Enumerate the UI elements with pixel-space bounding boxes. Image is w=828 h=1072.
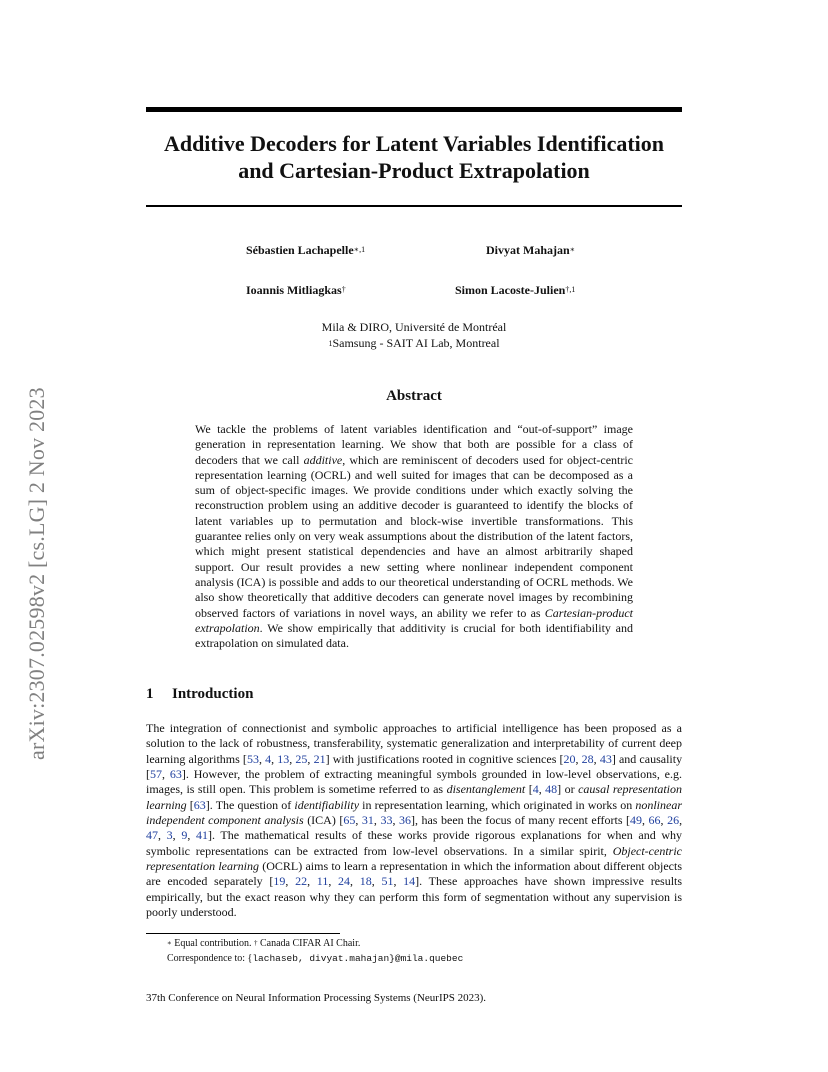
author-marks: ∗,1 bbox=[353, 245, 366, 254]
citation-link[interactable]: 53 bbox=[246, 751, 259, 766]
intro-emphasis: Object-centric representation learning bbox=[146, 843, 682, 874]
citation-link[interactable]: 28 bbox=[581, 751, 594, 766]
intro-text: ]. However, the problem of extracting meaningful symbols grounded in low-level observations, e.g. images, is still open. This problem is sometime referred to as bbox=[146, 767, 683, 797]
citation-link[interactable]: 22 bbox=[295, 874, 308, 889]
paper-title bbox=[146, 130, 682, 184]
abstract-segment: We tackle the problems of latent variables identification and “out-of-support” image generation in representation learning. We show that both are possible for a class of decoders that we call bbox=[195, 422, 633, 467]
footnote-text: Canada CIFAR AI Chair. bbox=[257, 938, 361, 949]
citation-link[interactable]: 43 bbox=[599, 751, 612, 766]
footnote-mark: ∗ bbox=[167, 939, 172, 947]
footnote-contribution bbox=[167, 938, 360, 949]
intro-text: ]. The question of bbox=[205, 797, 295, 812]
author-marks: ∗ bbox=[569, 245, 576, 254]
citation-link[interactable]: 41 bbox=[195, 828, 208, 843]
citation-link[interactable]: 13 bbox=[277, 751, 290, 766]
citation-link[interactable]: 47 bbox=[146, 828, 158, 843]
intro-text: (ICA) [ bbox=[303, 813, 344, 828]
citation-link[interactable]: 19 bbox=[273, 874, 286, 889]
intro-emphasis: identifiability bbox=[294, 797, 360, 812]
footnote-text: Equal contribution. bbox=[171, 938, 254, 949]
venue-footer: 37th Conference on Neural Information Processing Systems (NeurIPS 2023). bbox=[146, 992, 487, 1004]
correspondence-emails: lachaseb, divyat.mahajan bbox=[252, 953, 390, 964]
intro-text: ] with justifications rooted in cognitive sciences [ bbox=[325, 751, 564, 766]
author-1 bbox=[246, 243, 365, 258]
citation-link[interactable]: 51 bbox=[381, 874, 394, 889]
intro-text: [ bbox=[525, 782, 533, 797]
title-top-rule bbox=[146, 107, 682, 112]
footnote-correspondence bbox=[167, 953, 463, 964]
intro-emphasis: nonlinear independent component analysis bbox=[146, 797, 682, 828]
citation-link[interactable]: 3 bbox=[166, 828, 173, 843]
citation-group: 20, 28, 43 bbox=[563, 751, 612, 766]
title-line-2: and Cartesian-Product Extrapolation bbox=[238, 158, 590, 183]
citation-group: 53, 4, 13, 25, 21 bbox=[246, 751, 326, 766]
abstract-emphasis: additive bbox=[303, 452, 343, 467]
author-name: Simon Lacoste-Julien bbox=[455, 283, 566, 297]
citation-link[interactable]: 49 bbox=[630, 813, 642, 828]
author-3 bbox=[246, 283, 346, 298]
abstract-text bbox=[195, 422, 633, 651]
abstract-heading: Abstract bbox=[386, 388, 442, 404]
citation-link[interactable]: 9 bbox=[181, 828, 188, 843]
citation-link[interactable]: 4 bbox=[265, 751, 272, 766]
arxiv-identifier: arXiv:2307.02598v2 [cs.LG] 2 Nov 2023 bbox=[24, 387, 49, 760]
citation-link[interactable]: 33 bbox=[380, 813, 393, 828]
intro-text: ], has been the focus of many recent efforts [ bbox=[410, 813, 630, 828]
citation-group: 19, 22, 11, 24, 18, 51, 14 bbox=[273, 874, 416, 889]
section-title: Introduction bbox=[172, 686, 254, 702]
intro-text: in representation learning, which originated in works on bbox=[359, 797, 636, 812]
section-number: 1 bbox=[146, 686, 154, 702]
author-4 bbox=[455, 283, 575, 298]
abstract-emphasis: Cartesian-product extrapolation bbox=[195, 605, 633, 635]
author-name: Divyat Mahajan bbox=[486, 243, 570, 257]
citation-link[interactable]: 63 bbox=[193, 797, 206, 812]
intro-text: ]. These approaches have shown impressive results empirically, but the exact reason why they can perform this form of segmentation without any supervision is poorly understood. bbox=[146, 874, 683, 920]
title-line-1: Additive Decoders for Latent Variables Identification bbox=[163, 131, 665, 156]
footnote-rule bbox=[146, 933, 340, 934]
citation-link[interactable]: 14 bbox=[403, 874, 416, 889]
citation-link[interactable]: 26 bbox=[667, 813, 680, 828]
author-marks: †,1 bbox=[565, 285, 576, 294]
title-bottom-rule bbox=[146, 205, 682, 207]
intro-emphasis: disentanglement bbox=[446, 782, 526, 797]
author-marks: † bbox=[341, 285, 346, 294]
citation-link[interactable]: 18 bbox=[359, 874, 372, 889]
citation-group: 4, 48 bbox=[532, 782, 558, 797]
citation-link[interactable]: 11 bbox=[316, 874, 329, 889]
correspondence-domain: }@mila.quebec bbox=[389, 953, 464, 964]
author-name: Ioannis Mitliagkas bbox=[246, 283, 342, 297]
intro-text: ] and causality [ bbox=[146, 751, 683, 782]
citation-link[interactable]: 57 bbox=[150, 767, 162, 782]
abstract-segment: , which are reminiscent of decoders used for object-centric representation learning (OCRL) and well suited for images that can be decomposed as a sum of object-specific images. We provide conditions under which exactly solving the reconstruction problem using an additive decoder is guaranteed to identify the blocks of latent variables up to permutation and block-wise invertible transformations. This guarantee relies only on very weak assumptions about the distribution of the latent factors, which might present statistical dependencies and have an almost arbitrarily shaped support. Our result provides a new setting where nonlinear independent component analysis (ICA) is possible and adds to our theoretical understanding of OCRL methods. We also show theoretically that additive decoders can generate novel images by recombining observed factors of variations in novel ways, an ability we refer to as bbox=[195, 452, 634, 620]
citation-link[interactable]: 20 bbox=[563, 751, 576, 766]
citation-link[interactable]: 65 bbox=[343, 813, 356, 828]
citation-link[interactable]: 21 bbox=[313, 751, 326, 766]
affiliation-mark: 1 bbox=[328, 339, 333, 348]
abstract-segment: . We show empirically that additivity is crucial for both identifiability and extrapolation on simulated data. bbox=[195, 620, 633, 651]
citation-group bbox=[194, 798, 206, 812]
citation-link[interactable]: 4 bbox=[532, 782, 539, 797]
intro-text: ] or bbox=[557, 782, 579, 797]
affiliation-2 bbox=[146, 336, 682, 351]
intro-text: (OCRL) aims to learn a representation in which the information about different objects are encoded separately [ bbox=[146, 859, 682, 889]
citation-link[interactable]: 24 bbox=[338, 874, 351, 889]
intro-text: [ bbox=[186, 797, 194, 812]
citation-link[interactable]: 25 bbox=[295, 751, 308, 766]
introduction-paragraph bbox=[146, 721, 682, 920]
intro-text: The integration of connectionist and symbolic approaches to artificial intelligence has been proposed as a solution to the lack of robustness, transferability, systematic generalization and interpretability of current deep learning algorithms [ bbox=[146, 721, 682, 766]
citation-link[interactable]: 48 bbox=[545, 782, 558, 797]
footnote-text: Correspondence to: { bbox=[167, 953, 253, 964]
affiliation-text: Samsung - SAIT AI Lab, Montreal bbox=[332, 336, 500, 350]
citation-link[interactable]: 66 bbox=[648, 813, 661, 828]
affiliation-1: Mila & DIRO, Université de Montréal bbox=[321, 320, 507, 334]
intro-text: ]. The mathematical results of these works provide rigorous explanations for when and why symbolic representations can be extracted from low-level observations. In a similar spirit, bbox=[146, 828, 683, 858]
author-name: Sébastien Lachapelle bbox=[246, 243, 354, 257]
citation-group: 57, 63 bbox=[150, 767, 182, 782]
citation-link[interactable]: 63 bbox=[169, 767, 182, 782]
citation-link[interactable]: 36 bbox=[398, 813, 411, 828]
section-heading bbox=[146, 686, 253, 703]
citation-group: 49, 66, 26, 47, 3, 9, 41 bbox=[146, 813, 683, 843]
author-2 bbox=[486, 243, 575, 258]
citation-link[interactable]: 31 bbox=[361, 813, 374, 828]
citation-group: 65, 31, 33, 36 bbox=[343, 813, 411, 828]
intro-emphasis: causal representation learning bbox=[146, 782, 683, 812]
footnote-mark: † bbox=[253, 939, 258, 947]
